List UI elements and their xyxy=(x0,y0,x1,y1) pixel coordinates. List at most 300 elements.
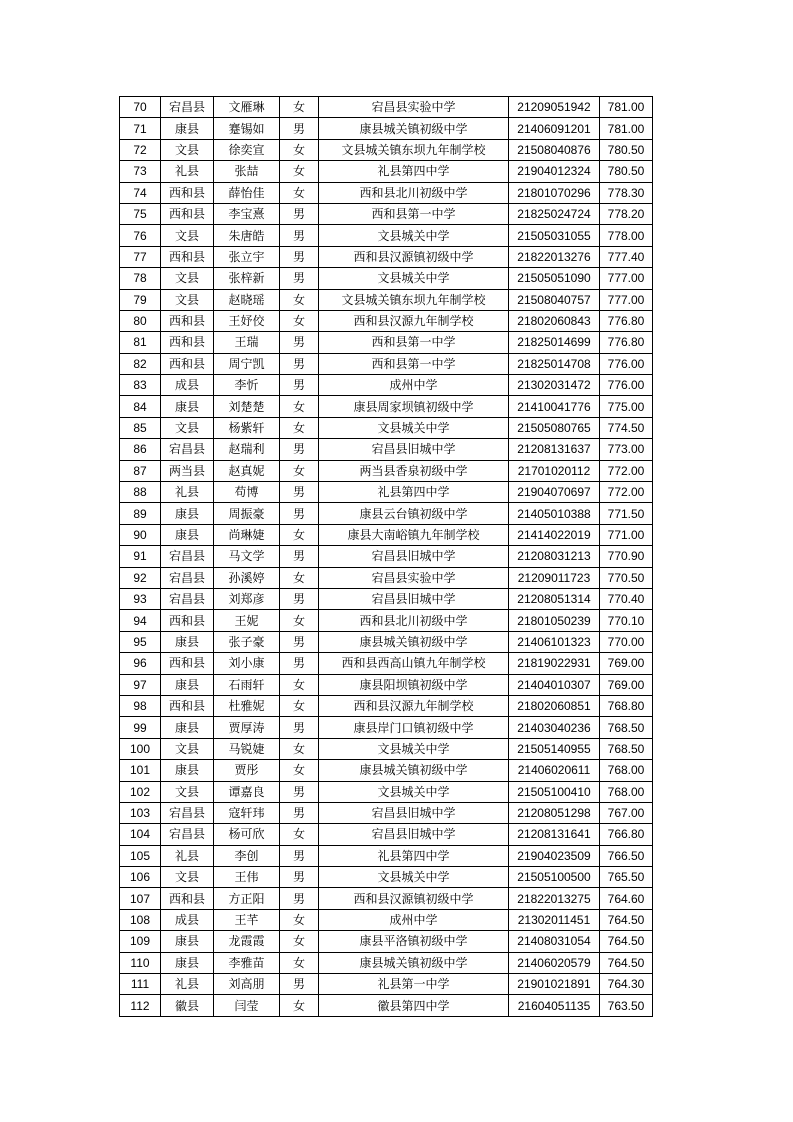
score-cell: 772.00 xyxy=(600,482,653,503)
county-cell: 康县 xyxy=(161,674,214,695)
student-name-cell: 尚琳婕 xyxy=(214,524,280,545)
exam-id-cell: 21505140955 xyxy=(509,738,600,759)
exam-id-cell: 21701020112 xyxy=(509,460,600,481)
row-number: 73 xyxy=(120,161,161,182)
row-number: 107 xyxy=(120,888,161,909)
row-number: 95 xyxy=(120,631,161,652)
table-row xyxy=(120,610,653,631)
county-cell: 西和县 xyxy=(161,203,214,224)
gender-cell: 男 xyxy=(280,118,319,139)
county-cell: 宕昌县 xyxy=(161,546,214,567)
county-cell: 西和县 xyxy=(161,332,214,353)
exam-id-cell: 21505100410 xyxy=(509,781,600,802)
table-row xyxy=(120,674,653,695)
student-name-cell: 王伟 xyxy=(214,867,280,888)
row-number: 89 xyxy=(120,503,161,524)
exam-id-cell: 21406020611 xyxy=(509,760,600,781)
school-cell: 文县城关中学 xyxy=(319,225,509,246)
county-cell: 成县 xyxy=(161,375,214,396)
table-row xyxy=(120,567,653,588)
school-cell: 宕昌县旧城中学 xyxy=(319,546,509,567)
score-cell: 764.60 xyxy=(600,888,653,909)
gender-cell: 女 xyxy=(280,139,319,160)
row-number: 102 xyxy=(120,781,161,802)
row-number: 94 xyxy=(120,610,161,631)
county-cell: 礼县 xyxy=(161,161,214,182)
exam-id-cell: 21209051942 xyxy=(509,97,600,118)
student-name-cell: 王妤佼 xyxy=(214,310,280,331)
row-number: 109 xyxy=(120,931,161,952)
results-table-body xyxy=(120,97,653,1017)
county-cell: 宕昌县 xyxy=(161,802,214,823)
table-row xyxy=(120,802,653,823)
exam-id-cell: 21208051314 xyxy=(509,588,600,609)
exam-id-cell: 21822013276 xyxy=(509,246,600,267)
school-cell: 文县城关中学 xyxy=(319,417,509,438)
student-name-cell: 王芊 xyxy=(214,909,280,930)
table-row xyxy=(120,139,653,160)
gender-cell: 女 xyxy=(280,674,319,695)
gender-cell: 女 xyxy=(280,182,319,203)
student-name-cell: 李宝熹 xyxy=(214,203,280,224)
table-row xyxy=(120,161,653,182)
gender-cell: 女 xyxy=(280,289,319,310)
table-row xyxy=(120,867,653,888)
student-name-cell: 周宁凯 xyxy=(214,353,280,374)
student-name-cell: 马文学 xyxy=(214,546,280,567)
county-cell: 西和县 xyxy=(161,610,214,631)
exam-id-cell: 21505051090 xyxy=(509,268,600,289)
exam-id-cell: 21825024724 xyxy=(509,203,600,224)
row-number: 74 xyxy=(120,182,161,203)
exam-id-cell: 21802060851 xyxy=(509,695,600,716)
row-number: 106 xyxy=(120,867,161,888)
table-row xyxy=(120,717,653,738)
score-cell: 770.10 xyxy=(600,610,653,631)
score-cell: 780.50 xyxy=(600,161,653,182)
county-cell: 康县 xyxy=(161,524,214,545)
gender-cell: 男 xyxy=(280,332,319,353)
student-name-cell: 贾彤 xyxy=(214,760,280,781)
gender-cell: 男 xyxy=(280,631,319,652)
exam-id-cell: 21604051135 xyxy=(509,995,600,1016)
exam-id-cell: 21904023509 xyxy=(509,845,600,866)
school-cell: 文县城关中学 xyxy=(319,867,509,888)
county-cell: 宕昌县 xyxy=(161,588,214,609)
table-row xyxy=(120,952,653,973)
score-cell: 776.80 xyxy=(600,332,653,353)
student-name-cell: 闫莹 xyxy=(214,995,280,1016)
score-cell: 776.00 xyxy=(600,375,653,396)
exam-id-cell: 21208131637 xyxy=(509,439,600,460)
gender-cell: 男 xyxy=(280,353,319,374)
table-row xyxy=(120,310,653,331)
student-name-cell: 谭嘉良 xyxy=(214,781,280,802)
gender-cell: 女 xyxy=(280,524,319,545)
school-cell: 礼县第四中学 xyxy=(319,161,509,182)
table-row xyxy=(120,845,653,866)
row-number: 90 xyxy=(120,524,161,545)
score-cell: 775.00 xyxy=(600,396,653,417)
school-cell: 康县大南峪镇九年制学校 xyxy=(319,524,509,545)
student-name-cell: 石雨轩 xyxy=(214,674,280,695)
county-cell: 西和县 xyxy=(161,888,214,909)
student-name-cell: 薛怡佳 xyxy=(214,182,280,203)
table-row xyxy=(120,588,653,609)
school-cell: 康县城关镇初级中学 xyxy=(319,760,509,781)
score-cell: 770.00 xyxy=(600,631,653,652)
exam-id-cell: 21414022019 xyxy=(509,524,600,545)
score-cell: 768.00 xyxy=(600,760,653,781)
gender-cell: 男 xyxy=(280,867,319,888)
gender-cell: 女 xyxy=(280,995,319,1016)
gender-cell: 男 xyxy=(280,503,319,524)
exam-id-cell: 21405010388 xyxy=(509,503,600,524)
gender-cell: 男 xyxy=(280,203,319,224)
student-name-cell: 孙溪婷 xyxy=(214,567,280,588)
school-cell: 宕昌县实验中学 xyxy=(319,97,509,118)
score-cell: 766.80 xyxy=(600,824,653,845)
gender-cell: 女 xyxy=(280,760,319,781)
county-cell: 文县 xyxy=(161,781,214,802)
table-row xyxy=(120,289,653,310)
county-cell: 西和县 xyxy=(161,310,214,331)
score-cell: 765.50 xyxy=(600,867,653,888)
school-cell: 宕昌县旧城中学 xyxy=(319,588,509,609)
gender-cell: 男 xyxy=(280,888,319,909)
exam-id-cell: 21801050239 xyxy=(509,610,600,631)
exam-id-cell: 21822013275 xyxy=(509,888,600,909)
score-cell: 771.50 xyxy=(600,503,653,524)
table-row xyxy=(120,738,653,759)
county-cell: 西和县 xyxy=(161,182,214,203)
county-cell: 西和县 xyxy=(161,246,214,267)
school-cell: 西和县汉源镇初级中学 xyxy=(319,888,509,909)
score-cell: 767.00 xyxy=(600,802,653,823)
score-cell: 769.00 xyxy=(600,653,653,674)
county-cell: 宕昌县 xyxy=(161,97,214,118)
table-row xyxy=(120,118,653,139)
exam-id-cell: 21802060843 xyxy=(509,310,600,331)
row-number: 85 xyxy=(120,417,161,438)
school-cell: 康县岸门口镇初级中学 xyxy=(319,717,509,738)
county-cell: 宕昌县 xyxy=(161,439,214,460)
exam-id-cell: 21302011451 xyxy=(509,909,600,930)
gender-cell: 男 xyxy=(280,439,319,460)
table-row xyxy=(120,203,653,224)
row-number: 86 xyxy=(120,439,161,460)
school-cell: 两当县香泉初级中学 xyxy=(319,460,509,481)
student-name-cell: 张喆 xyxy=(214,161,280,182)
county-cell: 西和县 xyxy=(161,353,214,374)
score-cell: 764.50 xyxy=(600,931,653,952)
school-cell: 礼县第四中学 xyxy=(319,845,509,866)
student-name-cell: 杨紫轩 xyxy=(214,417,280,438)
county-cell: 文县 xyxy=(161,289,214,310)
table-row xyxy=(120,503,653,524)
table-row xyxy=(120,781,653,802)
county-cell: 文县 xyxy=(161,225,214,246)
gender-cell: 女 xyxy=(280,738,319,759)
score-cell: 777.40 xyxy=(600,246,653,267)
school-cell: 康县云台镇初级中学 xyxy=(319,503,509,524)
table-row xyxy=(120,246,653,267)
exam-id-cell: 21904070697 xyxy=(509,482,600,503)
results-table xyxy=(119,96,653,1017)
score-cell: 768.50 xyxy=(600,738,653,759)
school-cell: 康县城关镇初级中学 xyxy=(319,952,509,973)
row-number: 91 xyxy=(120,546,161,567)
gender-cell: 女 xyxy=(280,396,319,417)
county-cell: 成县 xyxy=(161,909,214,930)
gender-cell: 女 xyxy=(280,310,319,331)
table-row xyxy=(120,631,653,652)
score-cell: 768.80 xyxy=(600,695,653,716)
gender-cell: 女 xyxy=(280,417,319,438)
exam-id-cell: 21403040236 xyxy=(509,717,600,738)
county-cell: 西和县 xyxy=(161,695,214,716)
row-number: 105 xyxy=(120,845,161,866)
school-cell: 康县平洛镇初级中学 xyxy=(319,931,509,952)
gender-cell: 女 xyxy=(280,931,319,952)
student-name-cell: 赵瑞利 xyxy=(214,439,280,460)
county-cell: 文县 xyxy=(161,417,214,438)
exam-id-cell: 21505100500 xyxy=(509,867,600,888)
row-number: 79 xyxy=(120,289,161,310)
student-name-cell: 龙霞霞 xyxy=(214,931,280,952)
county-cell: 宕昌县 xyxy=(161,567,214,588)
exam-id-cell: 21508040876 xyxy=(509,139,600,160)
school-cell: 宕昌县旧城中学 xyxy=(319,802,509,823)
school-cell: 宕昌县实验中学 xyxy=(319,567,509,588)
student-name-cell: 张梓新 xyxy=(214,268,280,289)
gender-cell: 男 xyxy=(280,781,319,802)
student-name-cell: 徐奕宣 xyxy=(214,139,280,160)
score-cell: 778.30 xyxy=(600,182,653,203)
row-number: 101 xyxy=(120,760,161,781)
row-number: 87 xyxy=(120,460,161,481)
table-row xyxy=(120,824,653,845)
row-number: 72 xyxy=(120,139,161,160)
table-row xyxy=(120,353,653,374)
county-cell: 文县 xyxy=(161,268,214,289)
student-name-cell: 蹇锡如 xyxy=(214,118,280,139)
score-cell: 768.50 xyxy=(600,717,653,738)
gender-cell: 男 xyxy=(280,375,319,396)
table-row xyxy=(120,482,653,503)
gender-cell: 男 xyxy=(280,802,319,823)
row-number: 80 xyxy=(120,310,161,331)
school-cell: 康县城关镇初级中学 xyxy=(319,631,509,652)
row-number: 103 xyxy=(120,802,161,823)
student-name-cell: 周振豪 xyxy=(214,503,280,524)
student-name-cell: 刘高朋 xyxy=(214,974,280,995)
student-name-cell: 寇轩玮 xyxy=(214,802,280,823)
score-cell: 770.50 xyxy=(600,567,653,588)
score-cell: 764.50 xyxy=(600,909,653,930)
student-name-cell: 方正阳 xyxy=(214,888,280,909)
school-cell: 西和县北川初级中学 xyxy=(319,182,509,203)
school-cell: 礼县第四中学 xyxy=(319,482,509,503)
school-cell: 西和县西高山镇九年制学校 xyxy=(319,653,509,674)
school-cell: 宕昌县旧城中学 xyxy=(319,439,509,460)
gender-cell: 女 xyxy=(280,97,319,118)
student-name-cell: 苟博 xyxy=(214,482,280,503)
school-cell: 西和县汉源镇初级中学 xyxy=(319,246,509,267)
table-row xyxy=(120,695,653,716)
exam-id-cell: 21406091201 xyxy=(509,118,600,139)
school-cell: 徽县第四中学 xyxy=(319,995,509,1016)
table-row xyxy=(120,225,653,246)
student-name-cell: 李雅苗 xyxy=(214,952,280,973)
gender-cell: 女 xyxy=(280,567,319,588)
exam-id-cell: 21406020579 xyxy=(509,952,600,973)
table-row xyxy=(120,439,653,460)
county-cell: 文县 xyxy=(161,139,214,160)
gender-cell: 女 xyxy=(280,952,319,973)
school-cell: 礼县第一中学 xyxy=(319,974,509,995)
exam-id-cell: 21825014699 xyxy=(509,332,600,353)
school-cell: 文县城关中学 xyxy=(319,781,509,802)
score-cell: 766.50 xyxy=(600,845,653,866)
student-name-cell: 李忻 xyxy=(214,375,280,396)
student-name-cell: 杜雅妮 xyxy=(214,695,280,716)
exam-id-cell: 21505031055 xyxy=(509,225,600,246)
exam-id-cell: 21208131641 xyxy=(509,824,600,845)
score-cell: 776.80 xyxy=(600,310,653,331)
county-cell: 两当县 xyxy=(161,460,214,481)
county-cell: 康县 xyxy=(161,631,214,652)
county-cell: 礼县 xyxy=(161,974,214,995)
row-number: 76 xyxy=(120,225,161,246)
school-cell: 康县城关镇初级中学 xyxy=(319,118,509,139)
school-cell: 西和县汉源九年制学校 xyxy=(319,310,509,331)
student-name-cell: 赵晓瑶 xyxy=(214,289,280,310)
exam-id-cell: 21410041776 xyxy=(509,396,600,417)
table-row xyxy=(120,974,653,995)
county-cell: 西和县 xyxy=(161,653,214,674)
table-row xyxy=(120,182,653,203)
score-cell: 764.30 xyxy=(600,974,653,995)
gender-cell: 女 xyxy=(280,460,319,481)
county-cell: 礼县 xyxy=(161,482,214,503)
row-number: 83 xyxy=(120,375,161,396)
student-name-cell: 文雁琳 xyxy=(214,97,280,118)
score-cell: 781.00 xyxy=(600,118,653,139)
exam-id-cell: 21801070296 xyxy=(509,182,600,203)
score-cell: 781.00 xyxy=(600,97,653,118)
row-number: 88 xyxy=(120,482,161,503)
table-row xyxy=(120,460,653,481)
gender-cell: 男 xyxy=(280,588,319,609)
row-number: 110 xyxy=(120,952,161,973)
gender-cell: 女 xyxy=(280,824,319,845)
row-number: 81 xyxy=(120,332,161,353)
student-name-cell: 杨可欣 xyxy=(214,824,280,845)
school-cell: 宕昌县旧城中学 xyxy=(319,824,509,845)
score-cell: 769.00 xyxy=(600,674,653,695)
row-number: 93 xyxy=(120,588,161,609)
student-name-cell: 张立宇 xyxy=(214,246,280,267)
county-cell: 文县 xyxy=(161,738,214,759)
row-number: 104 xyxy=(120,824,161,845)
row-number: 78 xyxy=(120,268,161,289)
school-cell: 文县城关镇东坝九年制学校 xyxy=(319,289,509,310)
county-cell: 宕昌县 xyxy=(161,824,214,845)
student-name-cell: 张子豪 xyxy=(214,631,280,652)
score-cell: 770.90 xyxy=(600,546,653,567)
table-row xyxy=(120,888,653,909)
student-name-cell: 王妮 xyxy=(214,610,280,631)
gender-cell: 男 xyxy=(280,225,319,246)
table-row xyxy=(120,995,653,1016)
county-cell: 康县 xyxy=(161,503,214,524)
table-row xyxy=(120,546,653,567)
row-number: 77 xyxy=(120,246,161,267)
county-cell: 康县 xyxy=(161,118,214,139)
school-cell: 西和县北川初级中学 xyxy=(319,610,509,631)
school-cell: 文县城关中学 xyxy=(319,738,509,759)
score-cell: 772.00 xyxy=(600,460,653,481)
gender-cell: 女 xyxy=(280,695,319,716)
exam-id-cell: 21208051298 xyxy=(509,802,600,823)
gender-cell: 男 xyxy=(280,546,319,567)
score-cell: 778.20 xyxy=(600,203,653,224)
score-cell: 776.00 xyxy=(600,353,653,374)
student-name-cell: 刘郑彦 xyxy=(214,588,280,609)
score-cell: 773.00 xyxy=(600,439,653,460)
school-cell: 成州中学 xyxy=(319,909,509,930)
row-number: 82 xyxy=(120,353,161,374)
row-number: 112 xyxy=(120,995,161,1016)
county-cell: 康县 xyxy=(161,760,214,781)
gender-cell: 女 xyxy=(280,610,319,631)
row-number: 96 xyxy=(120,653,161,674)
score-cell: 768.00 xyxy=(600,781,653,802)
school-cell: 康县周家坝镇初级中学 xyxy=(319,396,509,417)
exam-id-cell: 21209011723 xyxy=(509,567,600,588)
gender-cell: 男 xyxy=(280,974,319,995)
student-name-cell: 马锐婕 xyxy=(214,738,280,759)
county-cell: 康县 xyxy=(161,717,214,738)
table-row xyxy=(120,97,653,118)
school-cell: 成州中学 xyxy=(319,375,509,396)
table-row xyxy=(120,396,653,417)
gender-cell: 男 xyxy=(280,482,319,503)
gender-cell: 女 xyxy=(280,161,319,182)
exam-id-cell: 21904012324 xyxy=(509,161,600,182)
score-cell: 780.50 xyxy=(600,139,653,160)
score-cell: 778.00 xyxy=(600,225,653,246)
row-number: 84 xyxy=(120,396,161,417)
county-cell: 康县 xyxy=(161,396,214,417)
table-row xyxy=(120,417,653,438)
score-cell: 771.00 xyxy=(600,524,653,545)
exam-id-cell: 21406101323 xyxy=(509,631,600,652)
county-cell: 徽县 xyxy=(161,995,214,1016)
county-cell: 康县 xyxy=(161,952,214,973)
gender-cell: 男 xyxy=(280,268,319,289)
school-cell: 文县城关镇东坝九年制学校 xyxy=(319,139,509,160)
gender-cell: 男 xyxy=(280,653,319,674)
exam-id-cell: 21505080765 xyxy=(509,417,600,438)
gender-cell: 女 xyxy=(280,909,319,930)
student-name-cell: 赵真妮 xyxy=(214,460,280,481)
exam-id-cell: 21302031472 xyxy=(509,375,600,396)
student-name-cell: 王瑞 xyxy=(214,332,280,353)
exam-id-cell: 21404010307 xyxy=(509,674,600,695)
row-number: 98 xyxy=(120,695,161,716)
